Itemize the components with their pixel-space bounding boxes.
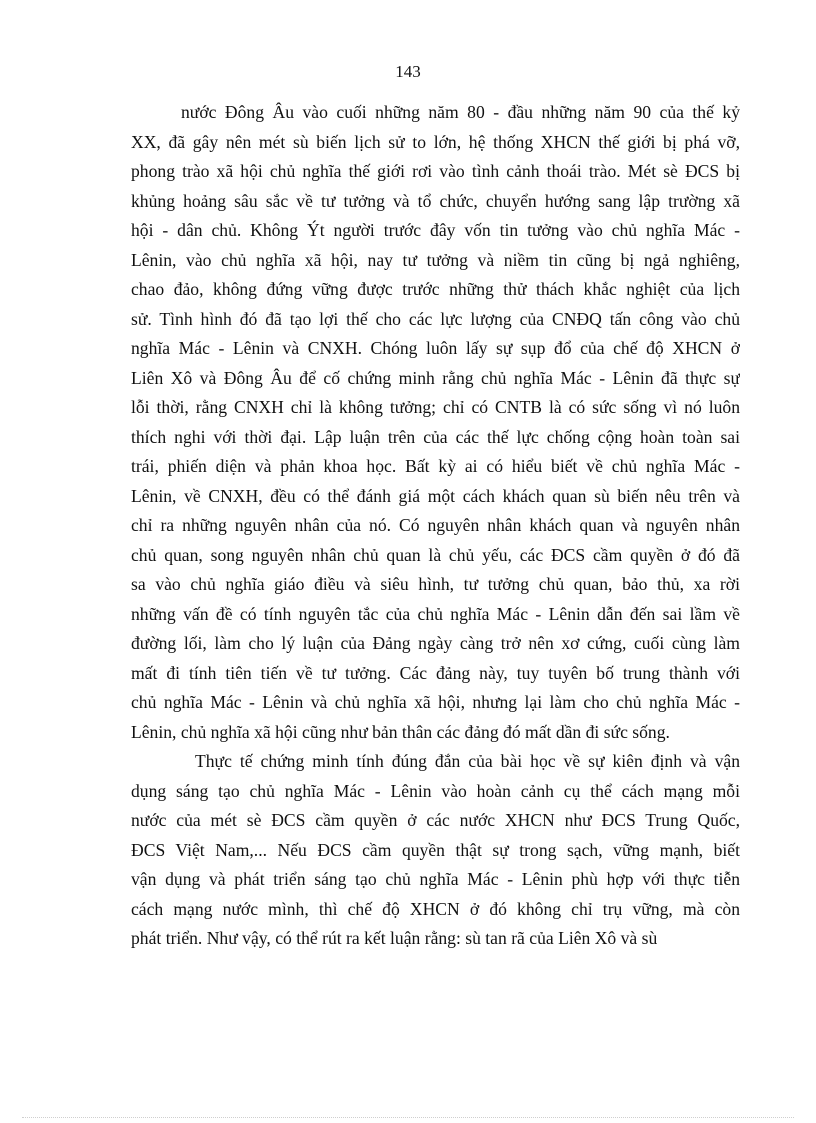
text-line: vận dụng và phát triển sáng tạo chủ nghĩa Mác - Lênin phù hợp với thực tiễn — [131, 869, 740, 889]
text-line: dụng sáng tạo chủ nghĩa Mác - Lênin vào hoàn cảnh cụ thể cách mạng mỗi — [131, 780, 740, 801]
text-line: mất đi tính tiên tiến về tư tưởng. Các đảng này, tuy tuyên bố trung thành với — [131, 662, 740, 683]
text-line: nước Đông Âu vào cuối những năm 80 - đầu những năm 90 của thế kỷ — [181, 102, 740, 122]
text-line: thích nghi với thời đại. Lập luận trên của các thế lực chống cộng hoàn toàn sai — [131, 426, 740, 447]
text-line: cách mạng nước mình, thì chế độ XHCN ở đó không chỉ trụ vững, mà còn — [131, 898, 740, 919]
text-line: nghĩa Mác - Lênin và CNXH. Chóng luôn lấy sự sụp đổ của chế độ XHCN ở — [131, 338, 740, 358]
body-text — [131, 98, 740, 954]
text-line: Thực tế chứng minh tính đúng đắn của bài học về sự kiên định và vận — [195, 751, 740, 771]
text-line: chao đảo, không đứng vững được trước những thử thách khắc nghiệt của lịch — [131, 279, 740, 299]
text-line: chỉ ra những nguyên nhân của nó. Có nguyên nhân khách quan và nguyên nhân — [131, 515, 740, 535]
text-line: XX, đã gây nên mét sù biến lịch sử to lớn, hệ thống XHCN thế giới bị phá vỡ, — [131, 131, 740, 152]
text-line: phong trào xã hội chủ nghĩa thế giới rơi vào tình cảnh thoái trào. Mét sè ĐCS bị — [131, 161, 740, 181]
text-line: sử. Tình hình đó đã tạo lợi thế cho các lực lượng của CNĐQ tấn công vào chủ — [131, 308, 740, 329]
text-line: phát triển. Như vậy, có thể rút ra kết luận rằng: sù tan rã của Liên Xô và sù — [131, 928, 658, 948]
text-line: lỗi thời, rằng CNXH chỉ là không tưởng; chỉ có CNTB là có sức sống vì nó luôn — [131, 397, 740, 417]
text-line: Lênin, về CNXH, đều có thể đánh giá một cách khách quan sù biến nêu trên và — [131, 485, 740, 506]
text-line: Lênin, chủ nghĩa xã hội cũng như bản thân các đảng đó mất dần đi sức sống. — [131, 721, 670, 742]
text-line: Lênin, vào chủ nghĩa xã hội, nay tư tưởng và niềm tin cũng bị ngả nghiêng, — [131, 249, 740, 270]
footer-divider — [22, 1117, 794, 1118]
text-line: Liên Xô và Đông Âu để cố chứng minh rằng chủ nghĩa Mác - Lênin đã thực sự — [131, 367, 740, 388]
text-line: những vấn đề có tính nguyên tắc của chủ nghĩa Mác - Lênin dẫn đến sai lầm về — [131, 603, 740, 624]
text-line: khủng hoảng sâu sắc về tư tưởng và tổ chức, chuyển hướng sang lập trường xã — [131, 190, 740, 211]
text-line: trái, phiến diện và phản khoa học. Bất kỳ ai có hiểu biết về chủ nghĩa Mác - — [131, 456, 740, 476]
text-line: ĐCS Việt Nam,... Nếu ĐCS cầm quyền thật sự trong sạch, vững mạnh, biết — [131, 839, 740, 860]
text-line: chủ nghĩa Mác - Lênin và chủ nghĩa xã hội, nhưng lại làm cho chủ nghĩa Mác - — [131, 692, 740, 712]
text-line: hội - dân chủ. Không Ýt người trước đây vốn tin tưởng vào chủ nghĩa Mác - — [131, 220, 740, 240]
text-line: nước của mét sè ĐCS cầm quyền ở các nước XHCN như ĐCS Trung Quốc, — [131, 810, 740, 830]
text-line: chủ quan, song nguyên nhân chủ quan là chủ yếu, các ĐCS cầm quyền ở đó đã — [131, 544, 740, 565]
text-line: đường lối, làm cho lý luận của Đảng ngày càng trở nên xơ cứng, cuối cùng làm — [131, 633, 740, 653]
page-number: 143 — [395, 62, 421, 81]
text-line: sa vào chủ nghĩa giáo điều và siêu hình, tư tưởng chủ quan, bảo thủ, xa rời — [131, 574, 740, 594]
